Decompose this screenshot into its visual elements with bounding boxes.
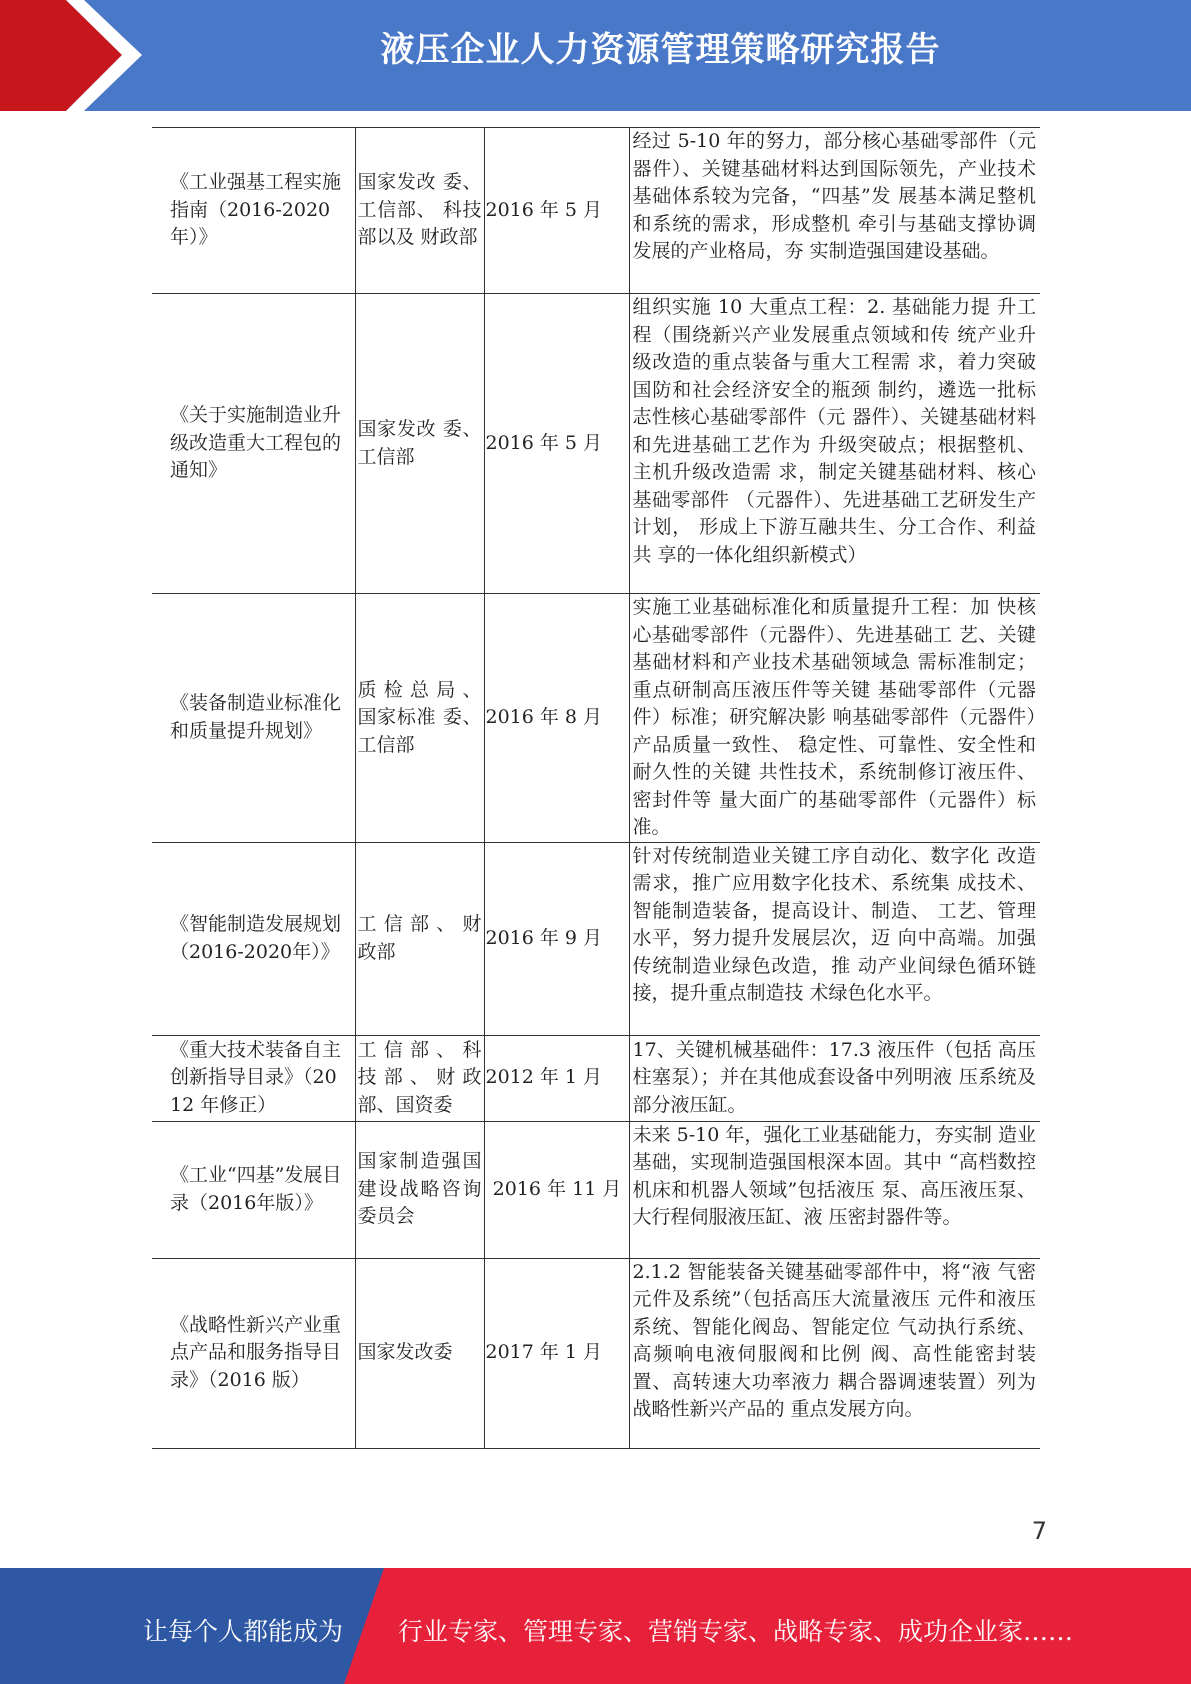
policy-name: 《战略性新兴产业重点产品和服务指导目录》（2016 版）	[152, 1258, 355, 1448]
policy-department: 工 信 部 、 科技部、财政部、国资委	[355, 1035, 484, 1121]
policy-content: 未来 5-10 年，强化工业基础能力，夯实制 造业基础，实现制造强国根深本固。其中 “高档数控机床和机器人领域”包括液压 泵、高压液压泵、大行程伺服液压缸、液 压密封器件等。	[629, 1121, 1040, 1258]
policy-date: 2016 年 9 月	[484, 842, 629, 1035]
header-title: 液压企业人力资源管理策略研究报告	[380, 30, 941, 70]
policy-content: 经过 5-10 年的努力，部分核心基础零部件（元器件）、关键基础材料达到国际领先，产业技术基础体系较为完备，“四基”发 展基本满足整机和系统的需求，形成整机 牵引与基础支撑协调发展的产业格局，夯 实制造强国建设基础。	[629, 128, 1040, 294]
policy-name: 《装备制造业标准化和质量提升规划》	[152, 594, 355, 843]
footer-slogan-right: 行业专家、管理专家、营销专家、战略专家、成功企业家……	[398, 1617, 1074, 1646]
table-row	[152, 1035, 1040, 1121]
policy-date: 2016 年 11 月	[484, 1121, 629, 1258]
table-row	[152, 294, 1040, 594]
page-header	[0, 0, 1191, 111]
policy-content: 组织实施 10 大重点工程：2. 基础能力提 升工程（围绕新兴产业发展重点领域和传 统产业升级改造的重点装备与重大工程需 求，着力突破国防和社会经济安全的瓶颈 制约，遴选一批标志性核心基础零部件（元 器件）、关键基础材料和先进基础工艺作为 升级突破点；根据整机、主机升级改造需 求，制定关键基础材料、核心基础零部件 （元器件）、先进基础工艺研发生产计划， 形成上下游互融共生、分工合作、利益共 享的一体化组织新模式）	[629, 294, 1040, 594]
policy-date: 2012 年 1 月	[484, 1035, 629, 1121]
table-row	[152, 128, 1040, 294]
page-footer	[0, 1568, 1191, 1684]
header-arrow-decoration	[0, 0, 160, 111]
policy-content: 实施工业基础标准化和质量提升工程：加 快核心基础零部件（元器件）、先进基础工 艺、关键基础材料和产业技术基础领域急 需标准制定；重点研制高压液压件等关键 基础零部件（元器件）标准；研究解决影 响基础零部件（元器件）产品质量一致性、 稳定性、可靠性、安全性和耐久性的关键 共性技术，系统制修订液压件、密封件等 量大面广的基础零部件（元器件）标准。	[629, 594, 1040, 843]
table-row	[152, 594, 1040, 843]
table-row	[152, 1121, 1040, 1258]
policy-date: 2017 年 1 月	[484, 1258, 629, 1448]
table-row	[152, 1258, 1040, 1448]
policy-name: 《关于实施制造业升级改造重大工程包的通知》	[152, 294, 355, 594]
policy-content: 2.1.2 智能装备关键基础零部件中，将“液 气密元件及系统”（包括高压大流量液压 元件和液压系统、智能化阀岛、智能定位 气动执行系统、高频响电液伺服阀和比例 阀、高性能密封装置、高转速大功率液力 耦合器调速装置）列为战略性新兴产品的 重点发展方向。	[629, 1258, 1040, 1448]
footer-slogan-left: 让每个人都能成为	[143, 1617, 344, 1646]
policy-date: 2016 年 5 月	[484, 294, 629, 594]
policy-name: 《工业“四基”发展目录（2016年版）》	[152, 1121, 355, 1258]
policy-content: 17、关键机械基础件：17.3 液压件（包括 高压柱塞泵）；并在其他成套设备中列明液 压系统及部分液压缸。	[629, 1035, 1040, 1121]
policy-name: 《重大技术装备自主创新指导目录》（2012 年修正）	[152, 1035, 355, 1121]
policy-table	[152, 127, 1040, 1449]
policy-date: 2016 年 8 月	[484, 594, 629, 843]
policy-department: 国家发改 委、工信部	[355, 294, 484, 594]
policy-department: 质 检 总 局 、国家标准 委、工信部	[355, 594, 484, 843]
policy-department: 工 信 部 、 财政部	[355, 842, 484, 1035]
policy-content: 针对传统制造业关键工序自动化、数字化 改造需求，推广应用数字化技术、系统集 成技术、智能制造装备，提高设计、制造、 工艺、管理水平，努力提升发展层次，迈 向中高端。加强传统制造业绿色改造，推 动产业间绿色循环链接，提升重点制造技 术绿色化水平。	[629, 842, 1040, 1035]
page-number: 7	[1031, 1517, 1047, 1545]
policy-department: 国家发改 委、工信部、 科技部以及 财政部	[355, 128, 484, 294]
policy-name: 《智能制造发展规划（2016-2020年）》	[152, 842, 355, 1035]
table-row	[152, 842, 1040, 1035]
policy-date: 2016 年 5 月	[484, 128, 629, 294]
policy-department: 国家发改委	[355, 1258, 484, 1448]
policy-name: 《工业强基工程实施指南（2016-2020年）》	[152, 128, 355, 294]
policy-department: 国家制造强国建设战略咨询委员会	[355, 1121, 484, 1258]
